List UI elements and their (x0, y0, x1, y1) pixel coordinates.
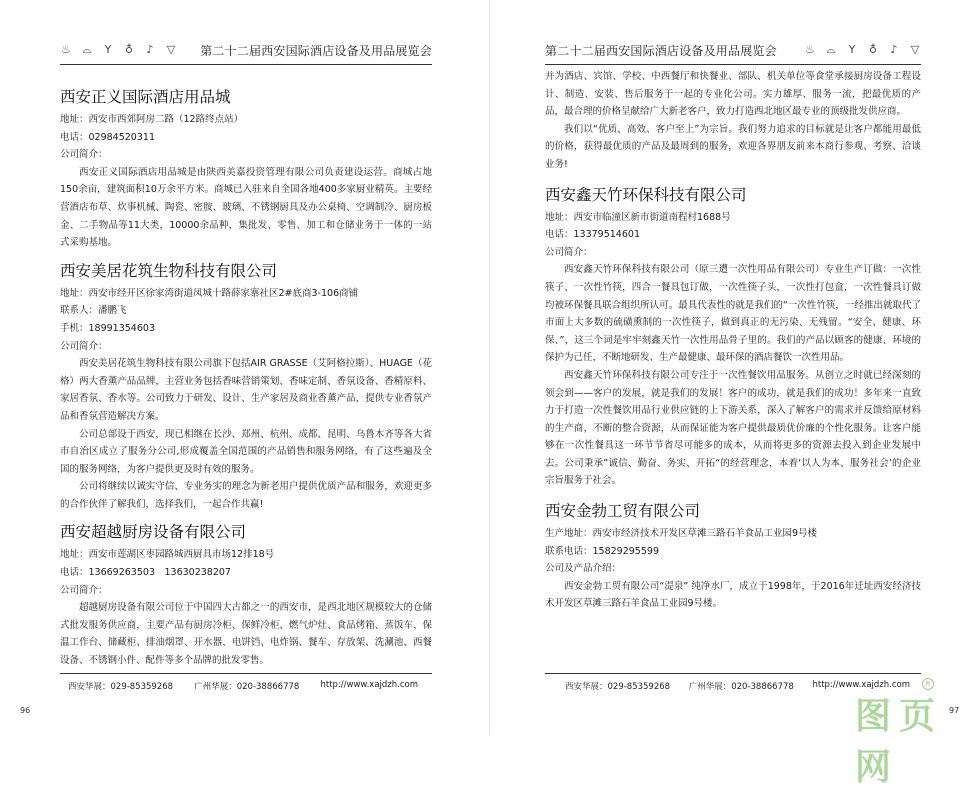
bottle-icon: ♁ (124, 43, 134, 56)
company-address: 地址：西安市莲湖区枣园路城西厨具市场12排18号 (60, 549, 275, 561)
company-intro-label: 公司简介： (60, 149, 108, 161)
header-title: 第二十二届西安国际酒店设备及用品展览会 (545, 43, 777, 58)
footer-xian-phone: 西安华展：029-85359268 (565, 682, 671, 692)
company-description: 西安鑫天竹环保科技有限公司专注于一次性餐饮用品服务。从创立之时就已经深刻的领会到——客户的发展，就是我们的发展！客户的成功，就是我们的成功！多年来一直致力于打造一次性餐饮用品行业供应链的上下游关系，深入了解客户的需求并反馈给原材料的生产商，不断的整合资源，从而保证能为客户提供最质优价廉的个性化服务。让客户能够在一次性餐具这一环节节省尽可能多的成本，从而将更多的资源去投入到企业发展中去。公司秉承”诚信、勤奋、务实、开拓“的经营理念，本着‘以人为本、服务社会’的企业宗旨服务于社会。 (545, 369, 921, 487)
company-address: 地址：西安市经开区徐家湾街道凤城十路薛家寨社区2#底商3-106商铺 (60, 287, 359, 299)
company-block (545, 184, 921, 491)
company-name: 西安美居花筑生物科技有限公司 (60, 261, 278, 280)
company-description: 超越厨房设备有限公司位于中国四大古都之一的西安市，是西北地区规模较大的仓储式批发服务供应商，主要产品有厨房冷柜、保鲜冷柜、燃气炉灶、食品烤箱、蒸饭车、保温工作台、储藏柜、排油烟罩、开水器、电饼铛、电炸锅、餐车、存放架、洗涮池、西餐设备、不锈钢小件、配件等多个品牌的批发零售。 (60, 602, 432, 667)
company-name: 西安鑫天竹环保科技有限公司 (545, 185, 747, 204)
company-description: 西安鑫天竹环保科技有限公司（原三遭一次性用品有限公司）专业生产订做：一次性筷子、一次性竹筷，四合一餐具包订做，一次性筷子头，一次性打包盒，一次性餐具订做均被环保餐具联合组织所认可。最具代表性的就是我们的“一次性竹筷，一经推出就取代了市面上大多数的硫磺熏制的一次性筷子，做到真正的无污染、无残留。“安全、健康、环保、”，这三个词是牢牢刻鑫天竹一次性用品骨子里的。我们的产品以顾客的健康、环境的保护为己任，不断地研发、生产最健康、最环保的酒店餐饮一次性用品。 (545, 264, 921, 364)
company-block (60, 521, 432, 669)
company-mobile: 手机：18991354603 (60, 322, 155, 334)
company-block (60, 86, 432, 252)
continued-block (545, 68, 921, 174)
continued-description: 我们以“优质、高效、客户至上”为宗旨。我们努力追求的目标就是让客户都能用最低的价格，获得最优质的产品及最周到的服务，欢迎各界朋友前来本商行参观、考察、洽谈业务! (545, 123, 921, 170)
wine-glass-icon: Y (848, 43, 856, 56)
header-title: 第二十二届西安国际酒店设备及用品展览会 (200, 43, 432, 58)
coffee-pot-icon: ♪ (146, 43, 154, 56)
chef-icon: ♨ (805, 43, 815, 56)
company-intro-label: 公司简介： (545, 246, 593, 258)
continued-description: 并为酒店、宾馆、学校、中西餐厅和快餐业、部队、机关单位等食堂承接厨房设备工程设计、制造、安装、售后服务于一起的专业化公司。实力雄厚、服务一流，把最优质的产品，最合理的价格呈献给广大新老客户，致力打造西北地区最专业的顶级批发供应商。 (545, 71, 921, 118)
company-address: 地址：西安市西郊阿房二路（12路终点站） (60, 114, 244, 125)
left-content (60, 86, 432, 678)
company-name: 西安金勃工贸有限公司 (545, 502, 701, 521)
footer-rule (545, 673, 921, 674)
page-footer (68, 680, 418, 692)
page-header (545, 38, 921, 62)
header-icons (804, 43, 921, 57)
cocktail-icon: ▽ (166, 43, 176, 56)
page-number: 96 (20, 706, 31, 715)
footer-guangzhou-phone: 广州华展：020-38866778 (688, 682, 794, 692)
company-description: 西安美居花筑生物科技有限公司旗下包括AIR GRASSE（艾阿格拉斯）、HUAGE（花格）两大香薰产品品牌，主营业务包括香味营销策划、香味定制、香氛设备、香精原料、家居香氛、香水等。公司致力于研发、设计、生产家居及商业香薰产品，提供专业香氛产品和香氛营造解决方案。 (60, 358, 432, 422)
company-intro-label: 公司简介： (60, 584, 108, 596)
company-contact: 联系人：潘鹏飞 (60, 305, 127, 317)
company-block (60, 260, 432, 514)
right-page (490, 0, 980, 735)
company-address: 生产地址：西安市经济技术开发区草滩三路石羊食品工业园9号楼 (545, 528, 818, 540)
company-intro-label: 公司简介： (60, 340, 108, 352)
registered-mark: R (922, 678, 934, 690)
page-number: 97 (949, 706, 960, 715)
company-phone: 电话：13379514601 (545, 229, 640, 241)
right-content (545, 68, 921, 621)
left-page (0, 0, 490, 735)
company-name: 西安正义国际酒店用品城 (60, 88, 231, 106)
coffee-pot-icon: ♪ (890, 43, 898, 56)
bottle-icon: ♁ (868, 43, 878, 56)
company-description: 公司将继续以诚实守信、专业务实的理念为新老用户提供优质产品和服务，欢迎更多的合作伙伴了解我们，选择我们，一起合作共赢! (60, 481, 432, 510)
cloche-icon: ⌓ (826, 43, 836, 56)
company-description: 公司总部设于西安，现已相继在长沙、郑州、杭州、成都、昆明、乌鲁木齐等各大省市自治区成立了服务分公司,形成覆盖全国范围的产品销售和服务网络，有了这些遍及全国的服务网络，为客户提供更及时有效的服务。 (60, 428, 432, 475)
footer-guangzhou-phone: 广州华展：020-38866778 (194, 682, 300, 692)
company-block (545, 500, 921, 613)
footer-url[interactable]: http://www.xajdzh.com (812, 680, 910, 690)
header-rule (60, 64, 432, 65)
company-description: 西安金勃工贸有限公司“湜泉” 纯净水厂，成立于1998年，于2016年迁址西安经济技术开发区草滩三路石羊食品工业园9号楼。 (545, 580, 921, 610)
footer-xian-phone: 西安华展：029-85359268 (68, 682, 174, 692)
company-description: 西安正义国际酒店用品城是由陕西美嘉投资管理有限公司负责建设运营。商城占地150余亩，建筑面积10万余平方米。商城已入驻来自全国各地400多家厨业精英。主要经营酒店布草、炊事机械、陶瓷、密胺、玻璃、不锈钢厨具及办公桌椅、空调制冷、厨房板金、二手物品等11大类，10000余品种，集批发、零售、加工和仓储业务于一体的一站式采购基地。 (60, 166, 432, 249)
watermark-logo: 图页网 (855, 696, 944, 788)
header-icons (60, 43, 177, 57)
company-phone: 联系电话：15829295599 (545, 545, 659, 557)
header-rule (545, 64, 921, 65)
footer-url[interactable]: http://www.xajdzh.com (320, 680, 418, 690)
page-header (60, 38, 432, 62)
company-intro-label: 公司及产品介绍： (545, 563, 622, 575)
footer-rule (60, 673, 432, 674)
company-name: 西安超越厨房设备有限公司 (60, 523, 247, 542)
cloche-icon: ⌓ (82, 43, 92, 56)
wine-glass-icon: Y (104, 43, 112, 56)
cocktail-icon: ▽ (910, 43, 920, 56)
company-address: 地址：西安市临潼区新市街道南程村1688号 (545, 211, 731, 223)
chef-icon: ♨ (61, 43, 71, 56)
company-phone: 电话：02984520311 (60, 131, 155, 143)
company-phone: 电话：13669263503 13630238207 (60, 567, 231, 579)
